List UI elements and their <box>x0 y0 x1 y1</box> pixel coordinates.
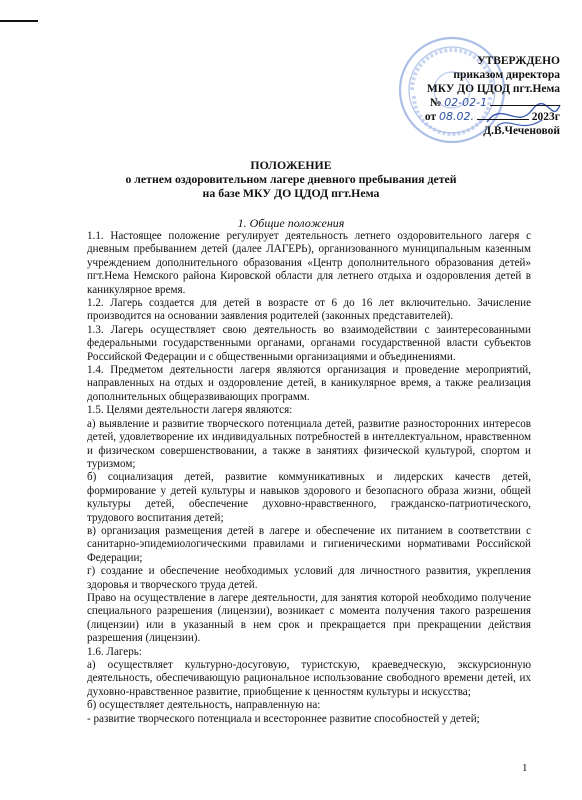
approval-number-line: № 02-02-1 <box>340 96 560 110</box>
title-line-2: о летнем оздоровительном лагере дневного пребывания детей <box>125 172 457 186</box>
paragraph: 1.4. Предметом деятельности лагеря являются организация и проведение мероприятий, направленных на отдых и оздоровление детей, в каникулярное время, а также реализация дополнительных общеразвивающих программ. <box>87 364 531 403</box>
paragraph: 1.6. Лагерь: <box>87 645 142 658</box>
title-line-3: на базе МКУ ДО ЦДОД пгт.Нема <box>202 186 380 200</box>
approval-org-line: МКУ ДО ЦДОД пгт.Нема <box>426 83 560 95</box>
title-line-1: ПОЛОЖЕНИЕ <box>250 158 332 172</box>
paragraph: а) выявление и развитие творческого потенциала детей, развитие разносторонних интересов детей, удовлетворение их индивидуальных потребностей в интеллектуальном, нравственном и физическом совершенствовании, а также в занятиях физической культурой, спортом и туризмом; <box>87 417 531 470</box>
approval-date-line: от 08.02. 2023г <box>424 110 560 123</box>
approval-block <box>340 54 560 138</box>
page-number: 1 <box>522 762 528 774</box>
paragraph: 1.3. Лагерь осуществляет свою деятельность во взаимодействии с заинтересованными федеральными государственными органами, органами государственной власти субъектов Российской Федерации и с общественными организациями и объединениями. <box>87 323 531 363</box>
paragraph: б) осуществляет деятельность, направленную на: <box>87 699 321 712</box>
paragraph: в) организация размещения детей в лагере и обеспечение их питанием в соответствии с санитарно-эпидемиологическими правилами и гигиеническими нормативами Российской Федерации; <box>87 524 531 564</box>
top-rule-line <box>0 20 38 22</box>
paragraph: 1.2. Лагерь создается для детей в возрасте от 6 до 16 лет включительно. Зачисление производится на основании заявления родителей (законных представителей). <box>87 297 531 323</box>
paragraph: Право на осуществление в лагере деятельности, для занятия которой необходимо получение специального разрешения (лицензии), возникает с момента получения такого разрешения (лицензии) или в указанный в нем срок и прекращается при прекращении действия разрешения (лицензии). <box>87 591 531 645</box>
paragraph: 1.5. Целями деятельности лагеря являются: <box>87 404 293 417</box>
paragraph: г) создание и обеспечение необходимых условий для личностного развития, укрепления здоровья и творческого труда детей. <box>87 565 531 591</box>
section-heading: 1. Общие положения <box>237 216 345 230</box>
approval-order-line: приказом директора <box>453 69 560 81</box>
document-title <box>0 158 582 200</box>
paragraph: - развитие творческого потенциала и всестороннее развитие способностей у детей; <box>87 712 480 725</box>
handwritten-number: 02-02-1 <box>444 96 488 109</box>
section-body <box>87 230 531 726</box>
paragraph: б) социализация детей, развитие коммуникативных и лидерских качеств детей, формирование у детей культуры и навыков здорового и безопасного образа жизни, общей культуры детей, обеспечение духовно-нравственного, гражданско-патриотического, трудового воспитания детей; <box>87 471 531 524</box>
paragraph: 1.1. Настоящее положение регулирует деятельность летнего оздоровительного лагеря с дневным пребыванием детей (далее ЛАГЕРЬ), организованного муниципальным казенным учреждением дополнительного образования «Центр дополнительного образования детей» пгт.Нема Немского района Кировской области для летнего отдыха и оздоровления детей в каникулярное время. <box>87 230 531 296</box>
approval-signer: Д.В.Чеченовой <box>483 125 560 137</box>
handwritten-date: 08.02. <box>439 110 475 123</box>
approval-heading: УТВЕРЖДЕНО <box>477 55 560 67</box>
paragraph: а) осуществляет культурно-досуговую, туристскую, краеведческую, экскурсионную деятельность, обеспечивающую рациональное использование свободного времени детей, их духовно-нравственное развитие, приобщение к ценностям культуры и искусства; <box>87 659 531 698</box>
